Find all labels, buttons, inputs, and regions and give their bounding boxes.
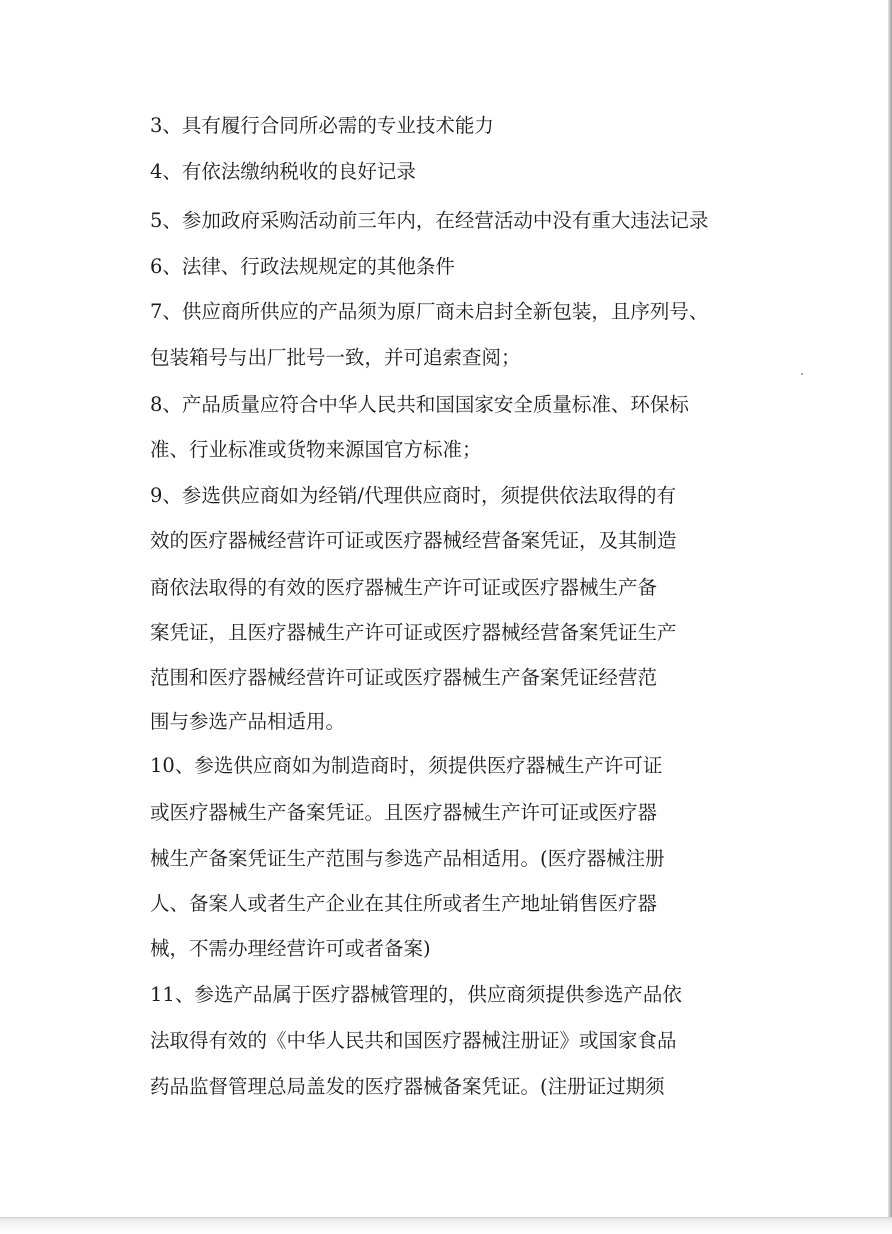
requirement-9-continued-5: 围与参选产品相适用。 bbox=[150, 710, 346, 733]
requirement-11-continued-2: 药品监督管理总局盖发的医疗器械备案凭证。(注册证过期须 bbox=[150, 1075, 665, 1098]
requirement-9-continued-2: 商依法取得的有效的医疗器械生产许可证或医疗器械生产备 bbox=[150, 576, 658, 599]
requirement-6: 6、法律、行政法规规定的其他条件 bbox=[150, 255, 455, 278]
requirement-11: 11、参选产品属于医疗器械管理的，供应商须提供参选产品依 bbox=[150, 983, 682, 1006]
scan-bottom-edge-shadow bbox=[0, 1217, 892, 1234]
requirement-10-continued-3: 人、备案人或者生产企业在其住所或者生产地址销售医疗器 bbox=[150, 892, 658, 915]
requirement-9: 9、参选供应商如为经销/代理供应商时，须提供依法取得的有 bbox=[150, 484, 676, 507]
requirement-7-continued: 包装箱号与出厂批号一致，并可追索查阅； bbox=[150, 346, 521, 369]
requirement-10: 10、参选供应商如为制造商时，须提供医疗器械生产许可证 bbox=[150, 754, 663, 777]
requirement-9-continued-3: 案凭证，且医疗器械生产许可证或医疗器械经营备案凭证生产 bbox=[150, 621, 677, 644]
requirement-8: 8、产品质量应符合中华人民共和国国家安全质量标准、环保标 bbox=[150, 393, 689, 416]
requirement-7: 7、供应商所供应的产品须为原厂商未启封全新包装，且序列号、 bbox=[150, 300, 709, 323]
requirement-9-continued-1: 效的医疗器械经营许可证或医疗器械经营备案凭证，及其制造 bbox=[150, 529, 677, 552]
requirement-10-continued-1: 或医疗器械生产备案凭证。且医疗器械生产许可证或医疗器 bbox=[150, 801, 658, 824]
requirement-3: 3、具有履行合同所必需的专业技术能力 bbox=[150, 114, 494, 137]
requirement-4: 4、有依法缴纳税收的良好记录 bbox=[150, 160, 416, 183]
requirement-11-continued-1: 法取得有效的《中华人民共和国医疗器械注册证》或国家食品 bbox=[150, 1029, 677, 1052]
scan-speck bbox=[801, 373, 803, 375]
requirement-10-continued-4: 械，不需办理经营许可或者备案) bbox=[150, 937, 431, 960]
requirement-8-continued: 准、行业标准或货物来源国官方标准； bbox=[150, 438, 482, 461]
requirement-9-continued-4: 范围和医疗器械经营许可证或医疗器械生产备案凭证经营范 bbox=[150, 666, 658, 689]
requirement-5: 5、参加政府采购活动前三年内，在经营活动中没有重大违法记录 bbox=[150, 209, 709, 232]
requirement-10-continued-2: 械生产备案凭证生产范围与参选产品相适用。(医疗器械注册 bbox=[150, 847, 665, 870]
scan-right-edge-shadow bbox=[888, 0, 892, 1234]
